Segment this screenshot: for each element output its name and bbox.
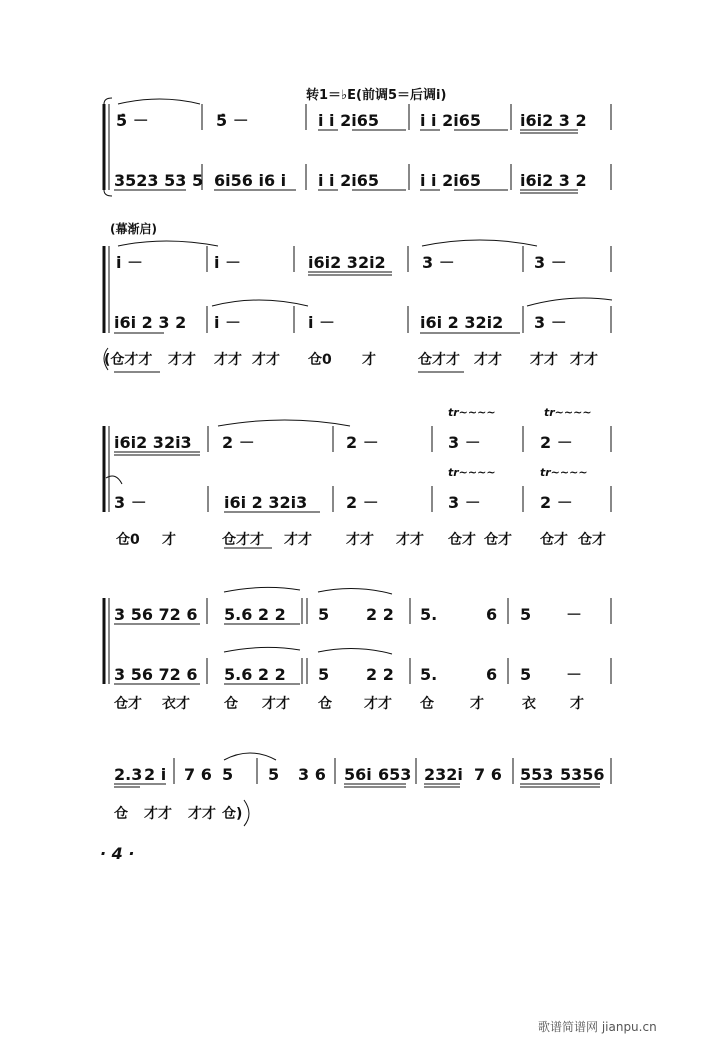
melody-note: 2 i [144, 765, 167, 784]
melody-note: 7 6 [184, 765, 212, 784]
upper-measure: － [566, 605, 583, 624]
lower-measure: 3523 53 5 [114, 171, 204, 190]
upper-measure: i － [116, 253, 144, 272]
upper-measure: 5 [520, 605, 532, 624]
percussion-syllable: 才 [362, 352, 376, 368]
lower-measure: 2 － [346, 493, 379, 512]
melody-note: 2.3 [114, 765, 143, 784]
percussion-syllable: 才才 [530, 352, 558, 368]
lower-measure: 5 [318, 665, 330, 684]
melody-note: 5356 [560, 765, 605, 784]
percussion-syllable: 才才 [252, 352, 280, 368]
upper-measure: i i 2i65 [420, 111, 481, 130]
upper-measure: 6 [486, 605, 498, 624]
percussion-syllable: 仓才才 [418, 352, 460, 368]
upper-measure: 2 － [346, 433, 379, 452]
percussion-syllable: 仓才才 [222, 532, 264, 548]
lower-measure: i6i 2 3 2 [114, 313, 187, 332]
lower-measure: 2 － [540, 493, 573, 512]
key-change-label: 转1＝♭E(前调5＝后调i) [306, 88, 447, 103]
upper-measure: 2 － [222, 433, 255, 452]
lower-measure: 3 － [114, 493, 147, 512]
lower-measure: i i 2i65 [420, 171, 481, 190]
upper-measure: 5 [318, 605, 330, 624]
melody-note: 56i [344, 765, 372, 784]
page-number: · 4 · [100, 844, 135, 863]
lower-measure: 5. [420, 665, 438, 684]
upper-measure: i6i2 32i2 [308, 253, 386, 272]
percussion-syllable: 才才 [168, 352, 196, 368]
percussion-syllable: 才才 [188, 806, 216, 822]
percussion-syllable: 才 [470, 696, 484, 712]
percussion-syllable: 仓 [420, 696, 434, 712]
percussion-syllable: 衣才 [162, 696, 190, 712]
melody-note: 5 [268, 765, 280, 784]
percussion-syllable: 才才 [364, 696, 392, 712]
upper-measure: 3 － [422, 253, 455, 272]
trill-mark: tr~~~~ [448, 406, 496, 419]
lower-measure: i － [214, 313, 242, 332]
trill-mark: tr~~~~ [544, 406, 592, 419]
upper-measure: 3 － [534, 253, 567, 272]
lower-measure: i i 2i65 [318, 171, 379, 190]
percussion-syllable: 仓 [224, 696, 238, 712]
trill-mark: tr~~~~ [540, 466, 588, 479]
lower-measure: 6 [486, 665, 498, 684]
upper-measure: i6i2 3 2 [520, 111, 587, 130]
upper-measure: 5̇ － [116, 111, 149, 130]
percussion-syllable: 才才 [474, 352, 502, 368]
lower-measure: 6i56 i6 i [214, 171, 287, 190]
percussion-syllable: 才 [162, 532, 176, 548]
percussion-syllable: 才才 [262, 696, 290, 712]
upper-measure: 2 － [540, 433, 573, 452]
melody-note: 3 6 [298, 765, 326, 784]
lower-measure: i6i 2 32i2 [420, 313, 504, 332]
lower-measure: 5.6 2 2 [224, 665, 286, 684]
percussion-syllable: 仓0 [308, 352, 332, 368]
percussion-syllable: 才才 [570, 352, 598, 368]
percussion-syllable: 仓才 [484, 532, 512, 548]
percussion-syllable: 仓 [114, 806, 128, 822]
trill-mark: tr~~~~ [448, 466, 496, 479]
lower-measure: 2 2 [366, 665, 394, 684]
percussion-syllable: 才才 [396, 532, 424, 548]
percussion-syllable: 才才 [346, 532, 374, 548]
upper-measure: i － [214, 253, 242, 272]
lower-measure: i6i2 3 2 [520, 171, 587, 190]
upper-measure: i i 2i65 [318, 111, 379, 130]
lower-measure: 3 56 72 6 [114, 665, 198, 684]
percussion-syllable: 才才 [284, 532, 312, 548]
percussion-syllable: 仓才 [540, 532, 568, 548]
percussion-syllable: 仓才 [114, 696, 142, 712]
lower-measure: i6i 2 32i3 [224, 493, 308, 512]
upper-measure: 5.6 2 2 [224, 605, 286, 624]
percussion-syllable: 仓0 [116, 532, 140, 548]
upper-measure: 5̇ － [216, 111, 249, 130]
percussion-syllable: 才 [570, 696, 584, 712]
percussion-syllable: 仓 [318, 696, 332, 712]
melody-note: 653 [378, 765, 412, 784]
melody-note: 5 [222, 765, 234, 784]
percussion-syllable: 仓才 [578, 532, 606, 548]
percussion-syllable: 仓) [222, 806, 243, 822]
upper-measure: 5. [420, 605, 438, 624]
percussion-syllable: (仓才才 [104, 352, 153, 368]
watermark: 歌谱简谱网 jianpu.cn [538, 1020, 657, 1034]
lower-measure: 5 [520, 665, 532, 684]
upper-measure: 2 2 [366, 605, 394, 624]
melody-note: 232i [424, 765, 463, 784]
lower-measure: i － [308, 313, 336, 332]
melody-note: 553 [520, 765, 554, 784]
melody-note: 7 6 [474, 765, 502, 784]
lower-measure: － [566, 665, 583, 684]
lower-measure: 3 － [448, 493, 481, 512]
upper-measure: 3 － [448, 433, 481, 452]
upper-measure: 3 56 72 6 [114, 605, 198, 624]
lower-measure: 3 － [534, 313, 567, 332]
percussion-syllable: 衣 [522, 696, 536, 712]
percussion-syllable: 仓才 [448, 532, 476, 548]
percussion-syllable: 才才 [144, 806, 172, 822]
upper-measure: i6i2 32i3 [114, 433, 192, 452]
curtain-note: (幕渐启) [110, 222, 157, 236]
percussion-syllable: 才才 [214, 352, 242, 368]
